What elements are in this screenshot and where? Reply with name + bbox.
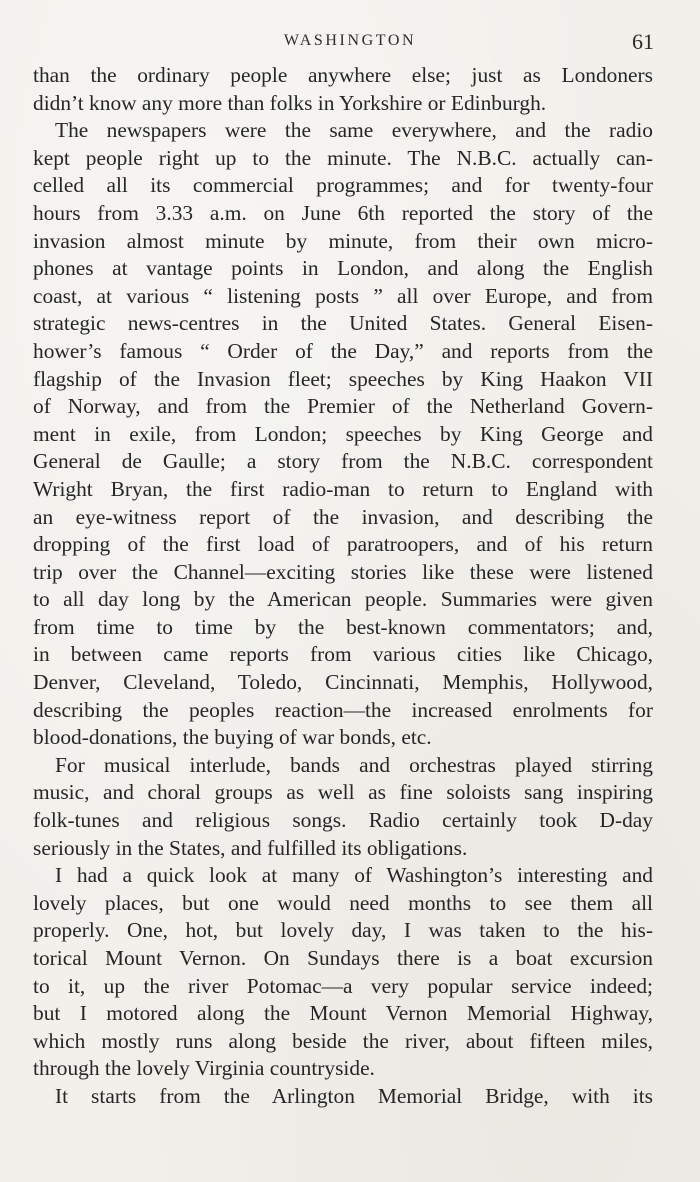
text-line: flagship of the Invasion fleet; speeches by King Haakon VII <box>33 366 653 391</box>
text-line: ment in exile, from London; speeches by King George and <box>33 421 653 446</box>
text-line: coast, at various “ listening posts ” all over Europe, and from <box>33 283 653 308</box>
text-line: lovely places, but one would need months to see them all <box>33 890 653 915</box>
text-line: folk-tunes and religious songs. Radio certainly took D-day <box>33 808 653 833</box>
text-line: invasion almost minute by minute, from their own micro- <box>33 228 653 253</box>
text-line: Denver, Cleveland, Toledo, Cincinnati, Memphis, Hollywood, <box>33 670 653 695</box>
text-line: Wright Bryan, the first radio-man to return to England with <box>33 476 653 501</box>
text-line: didn’t know any more than folks in Yorkshire or Edinburgh. <box>33 90 547 115</box>
running-head <box>0 30 700 54</box>
text-line: trip over the Channel—exciting stories like these were listened <box>33 559 653 584</box>
text-line: torical Mount Vernon. On Sundays there is a boat excursion <box>33 946 653 970</box>
text-line: dropping of the first load of paratroopers, and of his return <box>33 532 653 557</box>
text-line: music, and choral groups as well as fine soloists sang inspiring <box>33 780 653 805</box>
text-line: kept people right up to the minute. The N.B.C. actually can- <box>33 145 653 170</box>
text-line: strategic news-centres in the United States. General Eisen- <box>33 311 653 336</box>
text-line: of Norway, and from the Premier of the Netherland Govern- <box>33 394 653 419</box>
text-line: but I motored along the Mount Vernon Memorial Highway, <box>33 1001 653 1026</box>
text-line: blood-donations, the buying of war bonds, etc. <box>33 725 432 750</box>
text-line: an eye-witness report of the invasion, and describing the <box>33 504 653 529</box>
running-title: WASHINGTON <box>283 32 417 49</box>
text-line: properly. One, hot, but lovely day, I was taken to the his- <box>33 918 653 943</box>
text-line: seriously in the States, and fulfilled its obligations. <box>33 835 468 860</box>
text-line: through the lovely Virginia countryside. <box>33 1056 375 1081</box>
text-line: The newspapers were the same everywhere, and the radio <box>55 118 653 143</box>
text-line: celled all its commercial programmes; and for twenty-four <box>33 173 653 198</box>
text-line: than the ordinary people anywhere else; just as Londoners <box>33 63 653 87</box>
body-text <box>33 62 653 1111</box>
text-line: in between came reports from various cities like Chicago, <box>33 642 653 667</box>
text-line: hours from 3.33 a.m. on June 6th reported the story of the <box>33 200 653 225</box>
text-line: hower’s famous “ Order of the Day,” and reports from the <box>33 338 653 363</box>
text-line: It starts from the Arlington Memorial Bridge, with its <box>55 1083 653 1108</box>
text-line: to all day long by the American people. Summaries were given <box>33 587 653 612</box>
text-line: which mostly runs along beside the river, about fifteen miles, <box>33 1028 653 1053</box>
text-line: describing the peoples reaction—the increased enrolments for <box>33 697 653 722</box>
text-line: I had a quick look at many of Washington’s interesting and <box>55 863 653 888</box>
text-line: from time to time by the best-known commentators; and, <box>33 614 653 639</box>
text-line: General de Gaulle; a story from the N.B.C. correspondent <box>33 449 653 474</box>
text-line: phones at vantage points in London, and along the English <box>33 256 653 281</box>
text-line: For musical interlude, bands and orchestras played stirring <box>55 752 653 777</box>
page-number: 61 <box>632 29 654 54</box>
text-line: to it, up the river Potomac—a very popular service indeed; <box>33 973 653 998</box>
